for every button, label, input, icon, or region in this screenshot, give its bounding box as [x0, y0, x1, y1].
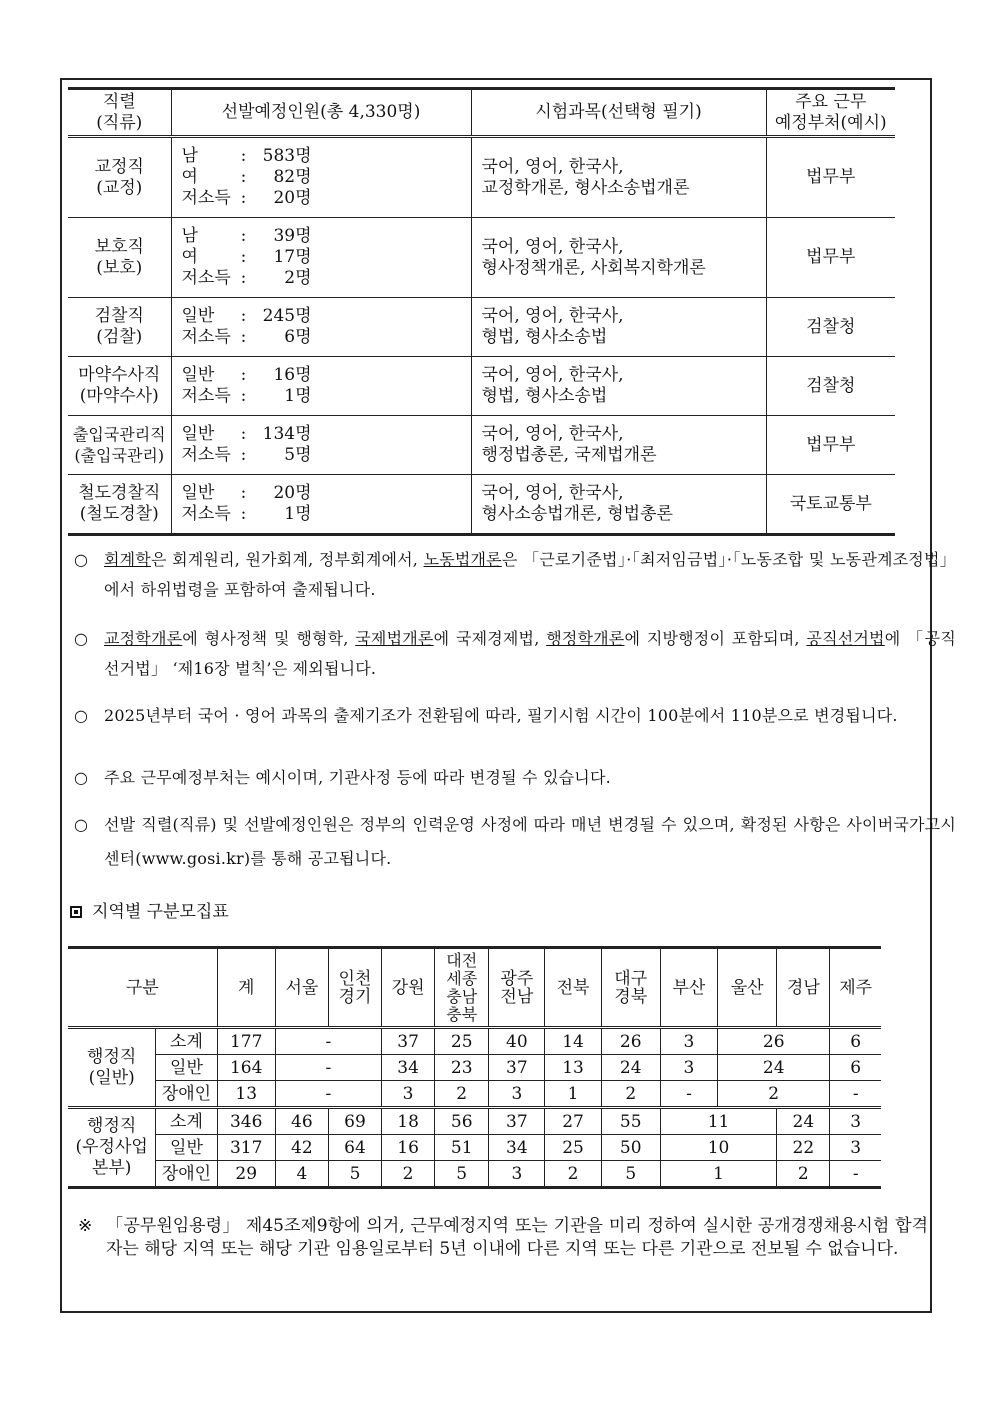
count-label: 남 [181, 146, 198, 166]
cell-busan: 3 [660, 1028, 717, 1055]
table-row [68, 475, 895, 535]
cell-gangwon: 3 [382, 1081, 435, 1108]
note-term: 교정학개론 [104, 629, 183, 648]
header-busan: 부산 [660, 948, 717, 1028]
count-cell: 일반 : 134명 저소득 : 5명 [171, 416, 471, 475]
count-cell: 일반 : 20명 저소득 : 1명 [171, 475, 471, 535]
cell-gangwon: 18 [382, 1108, 435, 1135]
cell-ulsan-gyeongnam: 24 [718, 1055, 830, 1081]
square-bullet-icon [70, 906, 82, 918]
count-label: 남 [181, 226, 198, 246]
count-value: 583명 [262, 146, 312, 166]
cell-gyeongnam: 2 [777, 1161, 830, 1188]
count-value: 16명 [273, 365, 312, 385]
count-cell: 남 : 583명 여 : 82명 저소득 : 20명 [171, 137, 471, 218]
row-type: 소계 [156, 1108, 217, 1135]
note-text: 은 회계원리, 원가회계, 정부회계에서, [150, 550, 424, 569]
count-value: 6명 [284, 327, 312, 347]
note-text: 선발 직렬(직류) 및 선발예정인원은 정부의 인력운영 사정에 따라 매년 변경될 수 있으며, 확정된 사항은 사이버국가고시센터(www.gosi.kr)를 통해 공고됩니다. [104, 815, 956, 868]
count-label: 여 [181, 247, 198, 267]
cell-total: 346 [217, 1108, 275, 1135]
cell-gwangju: 37 [489, 1108, 545, 1135]
footnote [78, 1215, 928, 1261]
subjects-cell: 국어, 영어, 한국사, 형법, 형사소송법 [471, 298, 766, 357]
dept-cell: 검찰청 [766, 357, 895, 416]
cell-incheon: 69 [328, 1108, 381, 1135]
cell-jeonbuk: 25 [545, 1135, 601, 1161]
cell-jeju: - [830, 1161, 881, 1188]
rank-cell: 검찰직 (검찰) [68, 298, 171, 357]
cell-busan: 3 [660, 1055, 717, 1081]
cell-total: 13 [217, 1081, 275, 1108]
cell-daejeon: 51 [435, 1135, 489, 1161]
count-cell: 남 : 39명 여 : 17명 저소득 : 2명 [171, 218, 471, 298]
cell-jeonbuk: 14 [545, 1028, 601, 1055]
table-row [68, 218, 895, 298]
note-text: 2025년부터 국어 · 영어 과목의 출제기조가 전환됨에 따라, 필기시험 시간이 100분에서 110분으로 변경됩니다. [104, 706, 898, 725]
note-bullet: ○ [74, 629, 89, 648]
cell-daejeon: 25 [435, 1028, 489, 1055]
count-label: 일반 [181, 483, 215, 503]
count-label: 일반 [181, 365, 215, 385]
cell-seoul: 46 [275, 1108, 328, 1135]
table-row [68, 1055, 881, 1081]
table-row [68, 298, 895, 357]
cell-daegu: 2 [601, 1081, 660, 1108]
header-dept: 주요 근무 예정부처(예시) [766, 89, 895, 137]
cell-gangwon: 2 [382, 1161, 435, 1188]
group-label: 행정직 (일반) [68, 1028, 156, 1108]
table-row [68, 416, 895, 475]
dept-cell: 법무부 [766, 218, 895, 298]
rank-cell: 출입국관리직 (출입국관리) [68, 416, 171, 475]
note-text: 에 국제경제법, [433, 629, 547, 648]
row-type: 장애인 [156, 1161, 217, 1188]
dept-cell: 법무부 [766, 137, 895, 218]
cell-daegu: 24 [601, 1055, 660, 1081]
footnote-text: 「공무원임용령」 제45조제9항에 의거, 근무예정지역 또는 기관을 미리 정하여 실시한 공개경쟁채용시험 합격자는 해당 지역 또는 해당 기관 임용일로부터 5년 이내에 다른 지역 또는 다른 기관으로 전보될 수 없습니다. [106, 1216, 928, 1259]
reference-mark-icon: ※ [78, 1216, 93, 1236]
count-value: 39명 [273, 226, 312, 246]
cell-seoul-incheon: - [275, 1028, 381, 1055]
cell-gangwon: 37 [382, 1028, 435, 1055]
table-row [68, 137, 895, 218]
cell-daegu: 5 [601, 1161, 660, 1188]
cell-total: 29 [217, 1161, 275, 1188]
dept-cell: 법무부 [766, 416, 895, 475]
count-label: 저소득 [181, 327, 231, 347]
count-label: 일반 [181, 306, 215, 326]
cell-seoul: 42 [275, 1135, 328, 1161]
cell-gyeongnam: 24 [777, 1108, 830, 1135]
cell-gwangju: 3 [489, 1081, 545, 1108]
cell-incheon: 64 [328, 1135, 381, 1161]
cell-gangwon: 16 [382, 1135, 435, 1161]
count-label: 여 [181, 167, 198, 187]
dept-cell: 검찰청 [766, 298, 895, 357]
note-term: 공직선거법 [806, 629, 885, 648]
count-cell: 일반 : 16명 저소득 : 1명 [171, 357, 471, 416]
count-value: 20명 [273, 188, 312, 208]
count-cell: 일반 : 245명 저소득 : 6명 [171, 298, 471, 357]
cell-gangwon: 34 [382, 1055, 435, 1081]
cell-jeju: - [830, 1081, 881, 1108]
note-bullet: ○ [74, 550, 89, 569]
section-title [70, 897, 229, 922]
header-daegu: 대구 경북 [601, 948, 660, 1028]
note-text: 에 「공직선거법」 ‘제16장 벌칙’은 제외됩니다. [104, 629, 956, 678]
cell-seoul: 4 [275, 1161, 328, 1188]
note-bullet: ○ [74, 815, 89, 834]
header-gwangju: 광주 전남 [489, 948, 545, 1028]
cell-jeonbuk: 13 [545, 1055, 601, 1081]
cell-gwangju: 3 [489, 1161, 545, 1188]
cell-gyeongnam: 22 [777, 1135, 830, 1161]
cell-jeju: 3 [830, 1108, 881, 1135]
recruitment-table-header [68, 89, 895, 137]
note-term: 국제법개론 [355, 629, 434, 648]
note-dept-example [74, 763, 956, 793]
rank-cell: 철도경찰직 (철도경찰) [68, 475, 171, 535]
rank-cell: 교정직 (교정) [68, 137, 171, 218]
cell-jeju: 6 [830, 1028, 881, 1055]
count-label: 저소득 [181, 386, 231, 406]
dept-cell: 국토교통부 [766, 475, 895, 535]
subjects-cell: 국어, 영어, 한국사, 행정법총론, 국제법개론 [471, 416, 766, 475]
row-type: 장애인 [156, 1081, 217, 1108]
cell-daegu: 26 [601, 1028, 660, 1055]
cell-total: 317 [217, 1135, 275, 1161]
recruitment-table [68, 87, 895, 536]
note-accounting-labor [74, 545, 956, 605]
header-ulsan: 울산 [718, 948, 777, 1028]
subjects-cell: 국어, 영어, 한국사, 형법, 형사소송법 [471, 357, 766, 416]
subjects-cell: 국어, 영어, 한국사, 형사소송법개론, 형법총론 [471, 475, 766, 535]
header-gangwon: 강원 [382, 948, 435, 1028]
note-term: 회계학 [104, 550, 151, 569]
count-label: 저소득 [181, 445, 231, 465]
header-gyeongnam: 경남 [777, 948, 830, 1028]
count-label: 저소득 [181, 188, 231, 208]
count-value: 245명 [262, 306, 312, 326]
header-subjects: 시험과목(선택형 필기) [471, 89, 766, 137]
count-value: 82명 [273, 167, 312, 187]
header-daejeon: 대전 세종 충남 충북 [435, 948, 489, 1028]
section-title-text: 지역별 구분모집표 [92, 902, 229, 922]
table-row [68, 1028, 881, 1055]
cell-busan-ulsan: 11 [660, 1108, 776, 1135]
cell-daegu: 50 [601, 1135, 660, 1161]
header-total: 계 [217, 948, 275, 1028]
note-text: 주요 근무예정부처는 예시이며, 기관사정 등에 따라 변경될 수 있습니다. [104, 768, 611, 787]
header-count: 선발예정인원(총 4,330명) [171, 89, 471, 137]
header-jeju: 제주 [830, 948, 881, 1028]
cell-daejeon: 2 [435, 1081, 489, 1108]
header-rank: 직렬 (직류) [68, 89, 171, 137]
cell-gwangju: 37 [489, 1055, 545, 1081]
cell-daegu: 55 [601, 1108, 660, 1135]
count-value: 134명 [262, 424, 312, 444]
count-label: 저소득 [181, 504, 231, 524]
count-value: 1명 [284, 386, 312, 406]
cell-incheon: 5 [328, 1161, 381, 1188]
count-value: 2명 [284, 268, 312, 288]
cell-busan: - [660, 1081, 717, 1108]
cell-daejeon: 56 [435, 1108, 489, 1135]
table-row [68, 1135, 881, 1161]
subjects-cell: 국어, 영어, 한국사, 교정학개론, 형사소송법개론 [471, 137, 766, 218]
note-text: 에 형사정책 및 행형학, [182, 629, 356, 648]
cell-daejeon: 5 [435, 1161, 489, 1188]
group-label: 행정직 (우정사업 본부) [68, 1108, 156, 1188]
cell-seoul-incheon: - [275, 1055, 381, 1081]
note-term: 행정학개론 [546, 629, 625, 648]
count-value: 5명 [284, 445, 312, 465]
count-value: 20명 [273, 483, 312, 503]
count-label: 일반 [181, 424, 215, 444]
note-text: 은 「근로기준법」·「최저임금법」·「노동조합 및 노동관계조정법」에서 하위법령을 포함하여 출제됩니다. [104, 550, 956, 599]
cell-jeju: 3 [830, 1135, 881, 1161]
cell-jeonbuk: 1 [545, 1081, 601, 1108]
cell-busan-ulsan: 1 [660, 1161, 776, 1188]
cell-jeonbuk: 2 [545, 1161, 601, 1188]
note-exam-time [74, 703, 956, 729]
header-seoul: 서울 [275, 948, 328, 1028]
cell-jeonbuk: 27 [545, 1108, 601, 1135]
table-row [68, 1108, 881, 1135]
note-change-announcement [74, 808, 956, 876]
table-row [68, 357, 895, 416]
cell-jeju: 6 [830, 1055, 881, 1081]
header-incheon: 인천 경기 [328, 948, 381, 1028]
count-label: 저소득 [181, 268, 231, 288]
note-text: 에 지방행정이 포함되며, [624, 629, 807, 648]
row-type: 일반 [156, 1135, 217, 1161]
cell-daejeon: 23 [435, 1055, 489, 1081]
header-gubun: 구분 [68, 948, 217, 1028]
count-value: 1명 [284, 504, 312, 524]
table-row [68, 1161, 881, 1188]
note-subject-scope [74, 624, 956, 684]
row-type: 일반 [156, 1055, 217, 1081]
regional-table-header [68, 948, 881, 1028]
cell-total: 164 [217, 1055, 275, 1081]
cell-gwangju: 34 [489, 1135, 545, 1161]
cell-busan-ulsan: 10 [660, 1135, 776, 1161]
count-value: 17명 [273, 247, 312, 267]
header-jeonbuk: 전북 [545, 948, 601, 1028]
cell-gwangju: 40 [489, 1028, 545, 1055]
cell-ulsan-gyeongnam: 26 [718, 1028, 830, 1055]
row-type: 소계 [156, 1028, 217, 1055]
table-row [68, 1081, 881, 1108]
regional-table [68, 946, 881, 1189]
note-term: 노동법개론 [423, 550, 502, 569]
rank-cell: 보호직 (보호) [68, 218, 171, 298]
note-bullet: ○ [74, 706, 89, 725]
cell-total: 177 [217, 1028, 275, 1055]
subjects-cell: 국어, 영어, 한국사, 형사정책개론, 사회복지학개론 [471, 218, 766, 298]
cell-ulsan-gyeongnam: 2 [718, 1081, 830, 1108]
rank-cell: 마약수사직 (마약수사) [68, 357, 171, 416]
note-bullet: ○ [74, 768, 89, 787]
cell-seoul-incheon: - [275, 1081, 381, 1108]
